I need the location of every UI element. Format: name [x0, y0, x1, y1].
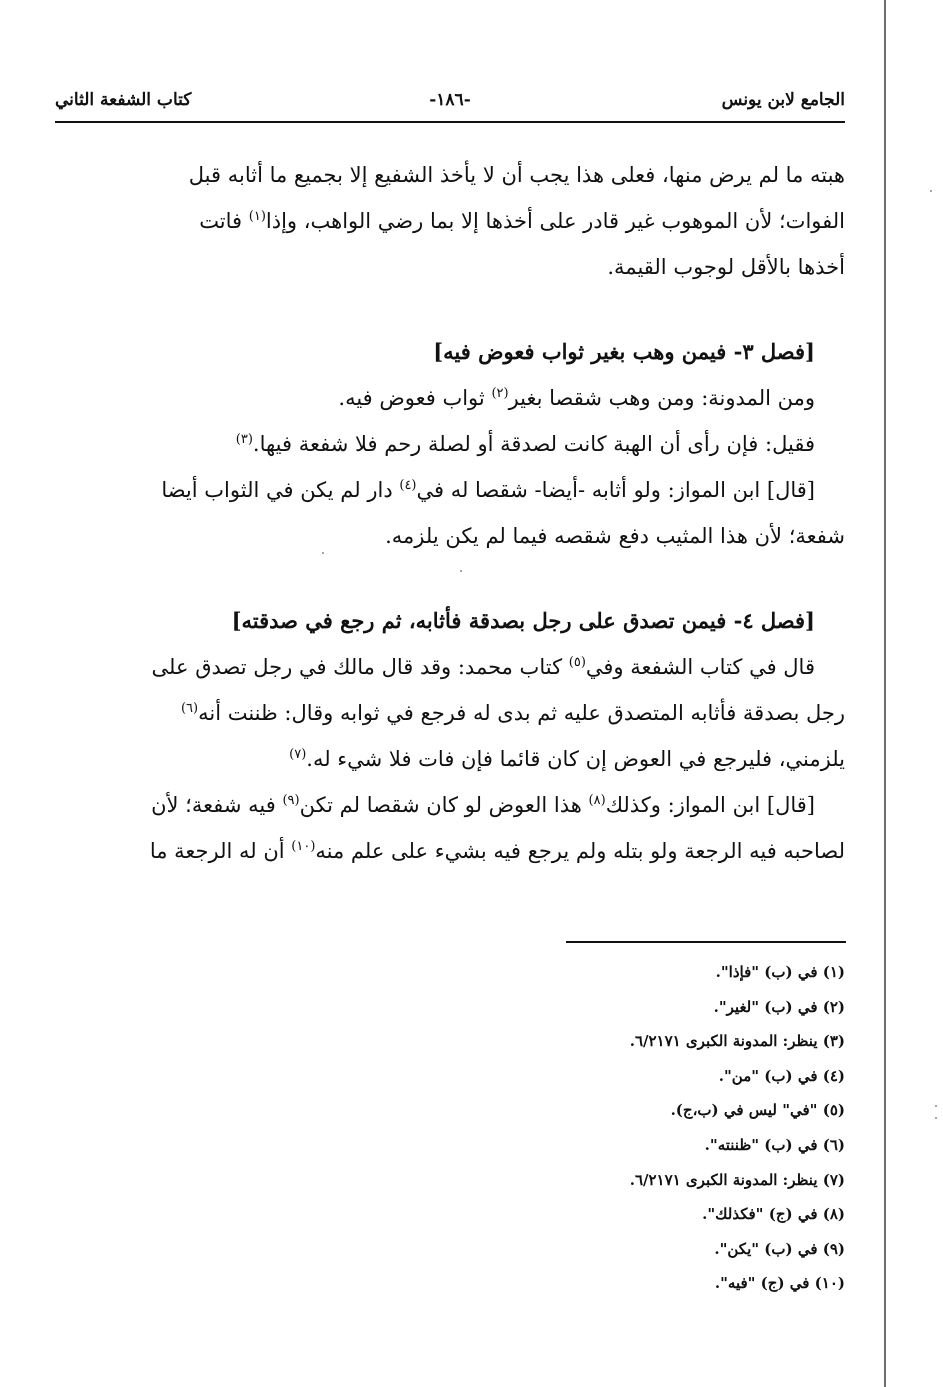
section-heading: [فصل ٤- فيمن تصدق على رجل بصدقة فأثابه، ثم رجع في صدقته] [231, 608, 815, 633]
text-line: الفوات؛ لأن الموهوب غير قادر على أخذها إلا بما رضي الواهب، وإذا$^{(١)}$ فاتت [199, 209, 845, 233]
scan-speck [322, 552, 324, 554]
scan-speck [460, 570, 462, 572]
header-chapter-title: كتاب الشفعة الثاني [55, 90, 192, 110]
footnote-ref: (٨) [588, 793, 606, 808]
running-header [55, 90, 845, 120]
footnote-ref: (٧) [289, 747, 307, 762]
footnote: (٦) في (ب) "ظننته". [704, 1135, 845, 1154]
footnote-ref: (٩) [282, 793, 300, 808]
footnote: (٢) في (ب) "لغير". [713, 997, 845, 1016]
footnote: (٤) في (ب) "من". [718, 1066, 845, 1085]
footnote-ref: (١٠) [291, 839, 316, 854]
text-line: رجل بصدقة فأثابه المتصدق عليه ثم بدى له فرجع في ثوابه وقال: ظننت أنه$^{(٦)}$ [180, 701, 845, 725]
text-line: شفعة؛ لأن هذا المثيب دفع شقصه فيما لم يكن يلزمه. [385, 524, 845, 548]
footnote-separator [566, 941, 846, 943]
text-line: يلزمني، فليرجع في العوض إن كان قائما فإن فات فلا شيء له.$^{(٧)}$ [289, 747, 845, 771]
footnote-ref: (١) [248, 209, 266, 224]
page-edge-line [884, 0, 886, 1387]
intro-paragraph [70, 152, 845, 290]
text-line: [قال] ابن المواز: ولو أثابه -أيضا- شقصا له في$^{(٤)}$ دار لم يكن في الثواب أيضا [161, 478, 815, 502]
footnote: (٣) ينظر: المدونة الكبرى ٦/٢١٧١. [629, 1032, 845, 1051]
footnote-ref: (٦) [180, 701, 199, 716]
footnote-ref: (٤) [399, 478, 417, 493]
text-line: هبته ما لم يرض منها، فعلى هذا يجب أن لا يأخذ الشفيع إلا بجميع ما أثابه قبل [188, 163, 845, 187]
footnote-ref: (٥) [568, 655, 586, 670]
footnote: (٥) "في" ليس في (ب،ج). [670, 1101, 845, 1120]
footnote: (٨) في (ج) "فكذلك". [702, 1205, 845, 1224]
scan-speck [930, 190, 932, 192]
text-line: [قال] ابن المواز: وكذلك$^{(٨)}$ هذا العوض لو كان شقصا لم تكن$^{(٩)}$ فيه شفعة؛ لأن [151, 793, 815, 817]
footnote: (٩) في (ب) "يكن". [714, 1239, 845, 1258]
footnotes [520, 955, 845, 1301]
footnote: (١) في (ب) "فإذا". [715, 963, 845, 981]
scan-speck [935, 1117, 937, 1119]
text-line: أخذها بالأقل لوجوب القيمة. [607, 255, 845, 279]
footnote-ref: (٢) [491, 386, 509, 401]
scan-speck [935, 1105, 937, 1107]
text-line: لصاحبه فيه الرجعة ولو بتله ولم يرجع فيه بشيء على علم منه$^{(١٠)}$ أن له الرجعة ما [149, 839, 845, 863]
section-3 [70, 329, 845, 559]
footnote: (٧) ينظر: المدونة الكبرى ٦/٢١٧١. [629, 1170, 845, 1189]
text-line: فقيل: فإن رأى أن الهبة كانت لصدقة أو لصلة رحم فلا شفعة فيها.$^{(٣)}$ [235, 432, 815, 456]
page-number: -١٨٦- [429, 90, 471, 110]
header-rule [55, 121, 845, 123]
header-book-title: الجامع لابن يونس [721, 90, 845, 110]
section-4 [70, 598, 845, 874]
section-heading: [فصل ٣- فيمن وهب بغير ثواب فعوض فيه] [433, 339, 815, 364]
footnote-ref: (٣) [235, 432, 253, 447]
footnote: (١٠) في (ج) "فيه". [714, 1274, 845, 1293]
text-line: قال في كتاب الشفعة وفي$^{(٥)}$ كتاب محمد: وقد قال مالك في رجل تصدق على [151, 655, 815, 679]
text-line: ومن المدونة: ومن وهب شقصا بغير$^{(٢)}$ ثواب فعوض فيه. [338, 386, 815, 410]
